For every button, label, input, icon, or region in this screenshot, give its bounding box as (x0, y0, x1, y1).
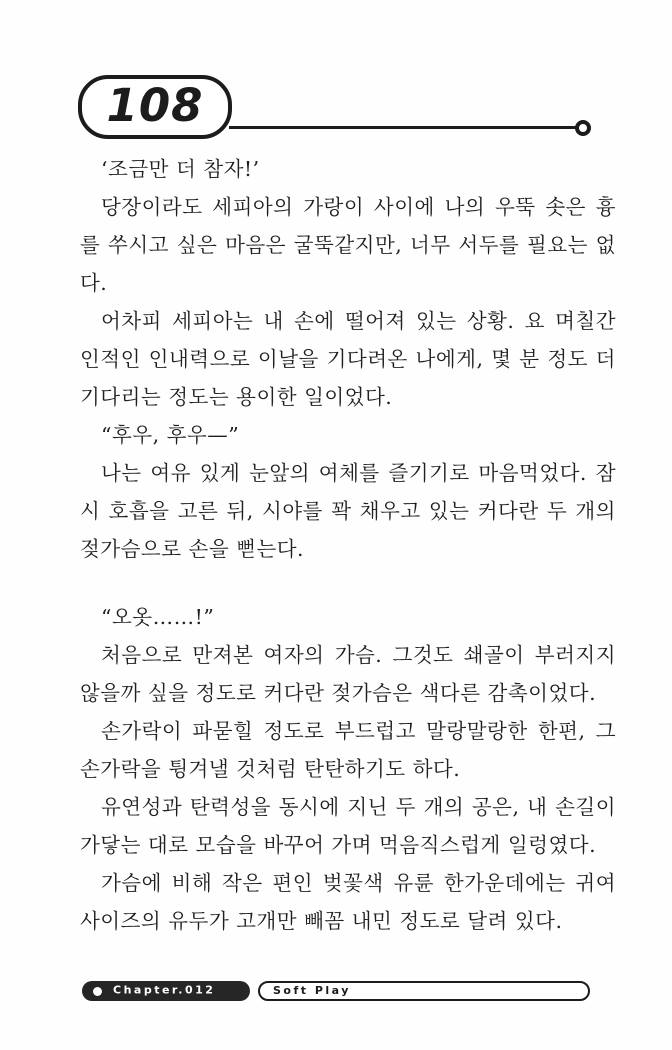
text-line: ‘조금만 더 참자!’ (101, 157, 260, 181)
text-line: 가닿는 대로 모습을 바꾸어 가며 먹음직스럽게 일렁였다. (80, 833, 597, 857)
text-line: 나는 여유 있게 눈앞의 여체를 즐기기로 마음먹었다. 잠 (101, 461, 616, 485)
chapter-label: Chapter.012 (113, 983, 216, 997)
chapter-pill (82, 981, 250, 1001)
text-line: 어차피 세피아는 내 손에 떨어져 있는 상황. 요 며칠간 (101, 309, 616, 333)
header-rule (229, 126, 577, 129)
text-line: 시 호흡을 고른 뒤, 시야를 꽉 채우고 있는 커다란 두 개의 (80, 499, 616, 523)
text-line: 를 쑤시고 싶은 마음은 굴뚝같지만, 너무 서두를 필요는 없 (80, 233, 616, 257)
page-number-badge (78, 75, 232, 139)
blank-line (80, 568, 616, 598)
text-line: 다. (80, 271, 108, 295)
text-line: “후우, 후우—” (101, 423, 240, 447)
chapter-dot-icon (93, 987, 102, 996)
text-line: 손가락을 튕겨낼 것처럼 탄탄하기도 하다. (80, 757, 461, 781)
section-pill (258, 981, 590, 1001)
text-line: 당장이라도 세피아의 가랑이 사이에 나의 우뚝 솟은 흉 (101, 195, 616, 219)
text-line: 유연성과 탄력성을 동시에 지닌 두 개의 공은, 내 손길이 (101, 795, 616, 819)
text-line: 가슴에 비해 작은 편인 벚꽃색 유륜 한가운데에는 귀여 (101, 871, 616, 895)
text-line: 인적인 인내력으로 이날을 기다려온 나에게, 몇 분 정도 더 (80, 347, 616, 371)
page-footer (0, 981, 672, 1003)
text-line: 처음으로 만져본 여자의 가슴. 그것도 쇄골이 부러지지 (101, 643, 616, 667)
text-line: 기다리는 정도는 용이한 일이었다. (80, 385, 393, 409)
section-label: Soft Play (273, 984, 351, 997)
header-rule-end-ring-icon (575, 120, 591, 136)
text-line: 사이즈의 유두가 고개만 빼꼼 내민 정도로 달려 있다. (80, 909, 563, 933)
text-line: 않을까 싶을 정도로 커다란 젖가슴은 색다른 감촉이었다. (80, 681, 597, 705)
text-line: “오옷……!” (101, 605, 215, 629)
page-number: 108 (106, 78, 204, 132)
text-line: 젖가슴으로 손을 뻗는다. (80, 537, 305, 561)
page-text (80, 150, 616, 940)
text-line: 손가락이 파묻힐 정도로 부드럽고 말랑말랑한 한편, 그 (101, 719, 616, 743)
